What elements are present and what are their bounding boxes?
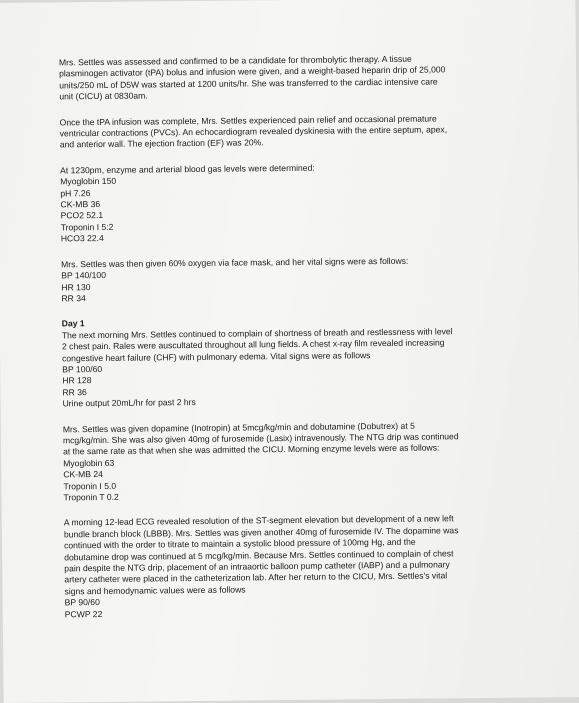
- vital-value: Urine output 20mL/hr for past 2 hrs: [62, 397, 196, 409]
- text-line: A morning 12-lead ECG revealed resolution of the ST-segment elevation but development of a new left: [63, 513, 454, 528]
- vital-value: BP 140/100: [61, 270, 107, 281]
- vital-value: HR 128: [62, 375, 92, 386]
- vital-value: BP 90/60: [64, 597, 100, 608]
- text-line: Mrs. Settles was assessed and confirmed to be a candidate for thrombolytic therapy. A tissue: [58, 53, 412, 68]
- lab-value: Troponin I 5.0: [63, 480, 117, 491]
- text-line: unit (CICU) at 0830am.: [59, 90, 148, 102]
- lab-value: Troponin T 0.2: [63, 491, 119, 503]
- vital-value: RR 36: [62, 386, 87, 398]
- paragraph-tpa-complete: [60, 112, 510, 151]
- text-line: signs and hemodynamic values were as follows: [64, 584, 246, 597]
- text-line: Mrs. Settles was then given 60% oxygen via face mask, and her vital signs were as follows:: [61, 255, 409, 270]
- lab-value: Myoglobin 150: [60, 176, 117, 187]
- text-line: 2 chest pain. Rales were auscultated throughout all lung fields. A chest x-ray film revealed increasing: [61, 337, 445, 352]
- text-line: dobutamine drop was continued at 5 mcg/kg/min. Because Mrs. Settles continued to complain of chest: [64, 547, 454, 562]
- lab-value: PCO2 52.1: [60, 210, 104, 221]
- text-line: Mrs. Settles was given dopamine (Inotropin) at 5mcg/kg/min and dobutamine (Dobutrex) at 5: [62, 420, 415, 434]
- text-line: plasminogen activator (tPA) bolus and infusion were given, and a weight-based heparin drip of 25,000: [59, 64, 446, 79]
- text-line: units/250 mL of D5W was started at 1200 units/hr. She was transferred to the cardiac intensive care: [59, 76, 438, 91]
- text-line: bundle branch block (LBBB). Mrs. Settles was given another 40mg of furosemide IV. The dopamine was: [63, 525, 459, 540]
- vital-value: PCWP 22: [64, 608, 103, 620]
- lab-value: CK-MB 36: [60, 199, 101, 210]
- text-line: The next morning Mrs. Settles continued to complain of shortness of breath and restlessness with level: [61, 326, 453, 341]
- vital-value: RR 34: [61, 293, 86, 304]
- text-line: ventricular contractions (PVCs). An echocardiogram revealed dyskinesia with the entire septum, apex,: [59, 124, 448, 139]
- text-line: mcg/kg/min. She was also given 40mg of furosemide (Lasix) intravenously. The NTG drip was continued: [62, 431, 459, 446]
- lab-value: Myoglobin 63: [63, 457, 115, 469]
- paragraph-day-1: [62, 314, 513, 410]
- lab-value: Troponin I 5:2: [60, 221, 114, 233]
- text-line: artery catheter were placed in the catheterization lab. After her return to the CICU, Mrs. Settles's vital: [64, 570, 448, 585]
- paragraph-dopamine: [63, 419, 514, 504]
- lab-value: HCO3 22.4: [60, 233, 104, 244]
- paragraph-vital-signs: [61, 254, 511, 304]
- text-line: congestive heart failure (CHF) with pulmonary edema. Vital signs were as follows: [62, 349, 371, 363]
- text-line: pain despite the NTG drip, placement of an intraaortic balloon pump catheter (IABP) and a pulmonary: [64, 559, 450, 574]
- lab-value: CK-MB 24: [63, 469, 103, 480]
- paragraph-thrombolytic: [59, 53, 509, 103]
- text-line: At 1230pm, enzyme and arterial blood gas levels were determined:: [60, 162, 315, 176]
- text-line: continued with the order to titrate to maintain a systolic blood pressure of 100mg Hg, and the: [63, 536, 416, 551]
- paragraph-ecg: [64, 513, 515, 620]
- text-line: and anterior wall. The ejection fraction (EF) was 20%.: [59, 137, 264, 150]
- text-line: at the same rate as that when she was admitted the CICU. Morning enzyme levels were as follows:: [63, 442, 440, 457]
- vital-value: BP 100/60: [62, 363, 103, 375]
- vital-value: HR 130: [61, 281, 91, 292]
- day-heading: Day 1: [61, 318, 85, 329]
- text-line: Once the tPA infusion was complete, Mrs. Settles experienced pain relief and occasional premature: [59, 113, 437, 128]
- lab-value: pH 7.26: [60, 187, 91, 199]
- paragraph-enzyme-levels: [60, 161, 511, 246]
- document-body: [59, 53, 515, 635]
